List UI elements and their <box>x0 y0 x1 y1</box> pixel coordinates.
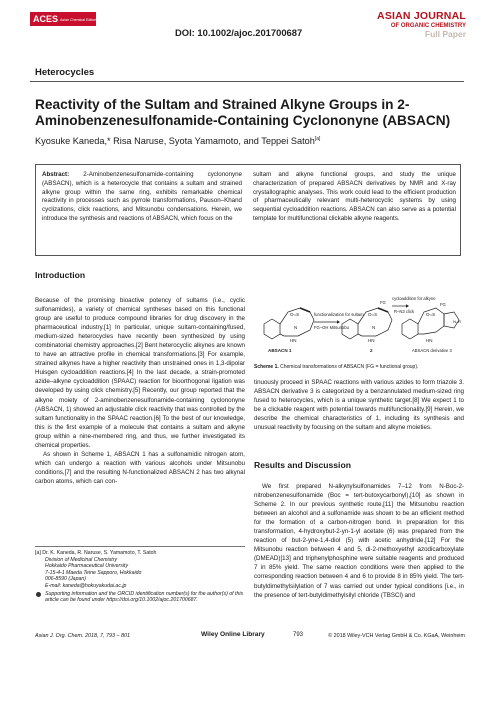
copyright: © 2018 Wiley-VCH Verlag GmbH & Co. KGaA, Weinheim <box>328 633 465 639</box>
arrow-1-bottom-label: FG–OH Mitsunobu <box>314 325 349 330</box>
scheme-caption-text: Chemical transformations of ABSACN (FG = functional group). <box>278 364 419 370</box>
arrow-2-bottom-label: R–N3 click <box>394 309 415 314</box>
compound-3-label: ABSACN derivative 3 <box>412 348 452 353</box>
wiley-online-library[interactable]: Wiley Online Library <box>201 631 265 638</box>
article-type: Full Paper <box>424 28 466 39</box>
footnote-authors: Dr. K. Kaneda, R. Naruse, S. Yamamoto, T. Satoh <box>42 550 157 556</box>
compound-2-label: 2 <box>370 348 373 353</box>
introduction-continued <box>254 378 464 432</box>
footnote-division: Division of Medicinal Chemistry <box>45 556 118 563</box>
journal-logo <box>377 11 466 38</box>
journal-line1: ASIAN JOURNAL <box>377 10 466 22</box>
benzene-ring-1 <box>264 319 280 339</box>
footnote-postcode: 006-8590 (Japan) <box>45 576 86 583</box>
n-label-2: N <box>372 325 376 330</box>
aces-logo <box>30 12 112 26</box>
abstract-left <box>42 171 242 224</box>
abstract-right: sultam and alkyne functional groups, and study the unique characterization of prepared ABSACN derivatives by NMR and X-ray crystallographic analyses. This work could lead to the efficient production of pharmaceutically relevant multi-heterocyclic systems by using sequential cycloaddition reactions. ABSACN can also serve as a potential template for multifunctional clickable alkyne reagents. <box>253 171 456 222</box>
doi[interactable]: DOI: 10.1002/ajoc.201700687 <box>175 27 303 38</box>
article-title: Reactivity of the Sultam and Strained Alkyne Groups in 2-Aminobenzenesulfonamide-Containing Cyclononyne (ABSACN) <box>35 97 451 128</box>
aces-label: ACES <box>33 14 59 24</box>
authors <box>35 136 320 146</box>
nh-label-1: N <box>294 325 298 330</box>
section-label: Heterocycles <box>35 67 95 78</box>
page-number: 793 <box>293 632 304 638</box>
footnote-email[interactable]: E-mail: kaneda@hokuyakudai.ac.jp <box>45 582 127 589</box>
hn-label-3: HN <box>426 338 433 343</box>
results-body <box>254 482 464 600</box>
results-paragraph-1: We first prepared N-alkynylsulfonamides 7–12 from N-Boc-2-nitrobenzenesulfonamide (Boc = tert-butoxycarbonyl),[10] as shown in Scheme 2. In our previous synthetic route,[11] the Mitsunobu reaction between an alcohol and a sulfonamide was shown to be an efficient method for the formation of a carbon-nitrogen bond. In preparation for this transformation, 4-hydroxybut-2-yn-1-yl acetate (6) was prepared from the reaction of but-2-yne-1,4-diol (5) with acetic anhydride.[12] For the Mitsunobu reaction between 4 and 5, di-2-methoxyethyl azodicarboxylate (DMEAD)[13] and triphenylphosphine were suitable reagents and produced 7 in 85% yield. The same reaction conditions were then applied to the corresponding reaction between 4 and 6 to provide 8 in 85% yield. The tert-butyldimethylsilylation of 7 was carried out under typical conditions [i.e., in the presence of tert-butyldimethylsilyl chloride (TBSCl) and <box>254 483 464 599</box>
supporting-info-text[interactable]: Supporting information and the ORCID identification number(s) for the author(s) of this article can be found under https://doi.org/10.1002/ajoc.201700687. <box>45 590 244 604</box>
results-heading: Results and Discussion <box>254 460 351 470</box>
footnote-address: 7-15-4-1 Maeda Teine Sapporo, Hokkaido <box>45 569 142 576</box>
intro-paragraph-3: tinuously proceed in SPAAC reactions with various azides to form triazole 3. ABSACN derivative 3 is categorized by a benzannulated medium-sized ring fused to heterocycles, which is a unique synthetic target.[8] We expect 1 to be a clickable reagent with potential towards multifunctionality.[9] Herein, we describe the chemical characteristics of 1, including its synthesis and unusual reactivity by focusing on the sultam and alkyne moieties. <box>254 379 464 432</box>
footnote-university: Hokkaido Pharmaceutical University <box>45 563 129 570</box>
fg-label-2: FG <box>380 300 386 305</box>
affiliation-marker: [a] <box>314 136 321 142</box>
compound-1-label: ABSACN 1 <box>268 348 292 353</box>
author-names: Kyosuke Kaneda,* Risa Naruse, Syota Yamamoto, and Teppei Satoh <box>35 136 315 147</box>
scheme-caption <box>254 364 464 370</box>
scheme-caption-label: Scheme 1. <box>254 364 279 370</box>
footnote-divider <box>35 546 245 547</box>
hn-label-1: HN <box>290 338 297 343</box>
sulfonyl-label-1: O=S <box>290 312 300 317</box>
page-footer <box>35 630 465 642</box>
arrow-1-top-label: functionalization for sultam <box>314 312 364 317</box>
supporting-info <box>35 591 245 604</box>
aces-subtitle: Asian Chemical Editorial Society <box>60 17 112 22</box>
affiliation-block <box>35 550 245 590</box>
sulfonyl-label-3: O=S <box>426 312 436 317</box>
fg-label-3: FG <box>440 302 446 307</box>
sulfonyl-label-2: O=S <box>368 312 378 317</box>
footnote-marker: [a] <box>35 550 41 556</box>
introduction-body <box>35 296 245 486</box>
abstract-text-left: 2-Aminobenzenesulfonamide-containing cyclononyne (ABSACN), which is a heterocycle that contains a sultam and strained alkyne group within the same ring, exhibits remarkable chemical reactivity in processes such as pyrrole transformations, Pauson–Khand cyclizations, click reactions, and Mitsunobu condensations. Herein, we introduce the synthesis and reactions of ABSACN, which focus on the <box>42 171 242 222</box>
intro-paragraph-1: Because of the promising bioactive potency of sultams (i.e., cyclic sulfonamides), a variety of chemical syntheses based on this functional group are useful to produce compound libraries for drug discovery in the pharmaceutical industry.[1] In particular, unique sultam-containing/fused, medium-sized heterocycles have recently been synthesized by using combinatorial chemistry approaches.[2] Bent heterocyclic alkynes are known to have an attractive profile in chemical transformations.[3] For example, strained alkynes have a higher reactivity than unstrained ones in 1,3-dipolar Huisgen cycloaddition reactions.[4] In the last decade, a strain-promoted azide–alkyne cycloaddition (SPAAC) reaction for bioorthogonal ligation was developed by using click chemistry.[5] Recently, our group reported that the alkyne moiety of 2-aminobenzenesulfonamide-containing cyclononyne (ABSACN, 1) showed an adjustable click reactivity that was controlled by the sultam functionality in the SPAAC reaction.[6] To the best of our knowledge, this is the first example of a molecule that contains a sultam and alkyne group within a nine-membered ring, and thus, we further investigated its chemical properties. <box>35 297 245 449</box>
hn-label-2: HN <box>368 338 375 343</box>
introduction-heading: Introduction <box>35 270 86 280</box>
abstract-label: Abstract: <box>42 171 70 178</box>
section-divider <box>30 81 464 82</box>
journal-line2: OF ORGANIC CHEMISTRY <box>390 22 466 29</box>
orcid-icon <box>36 592 41 597</box>
footnote <box>35 550 245 604</box>
intro-paragraph-2: As shown in Scheme 1, ABSACN 1 has a sulfonamidic nitrogen atom, which can undergo a reaction with various alcohols under Mitsunobu conditions,[7] and the resulting N-functionalized ABSACN 2 has two alkynal carbon atoms, which can con- <box>35 450 245 485</box>
citation: Asian J. Org. Chem. 2018, 7, 793 – 801 <box>35 633 130 639</box>
arrow-2-top-label: cycloaddition for alkyne <box>392 296 436 301</box>
benzene-ring-3 <box>402 319 418 339</box>
triazole-n-label: N–R <box>453 319 462 324</box>
scheme-1 <box>254 266 464 363</box>
